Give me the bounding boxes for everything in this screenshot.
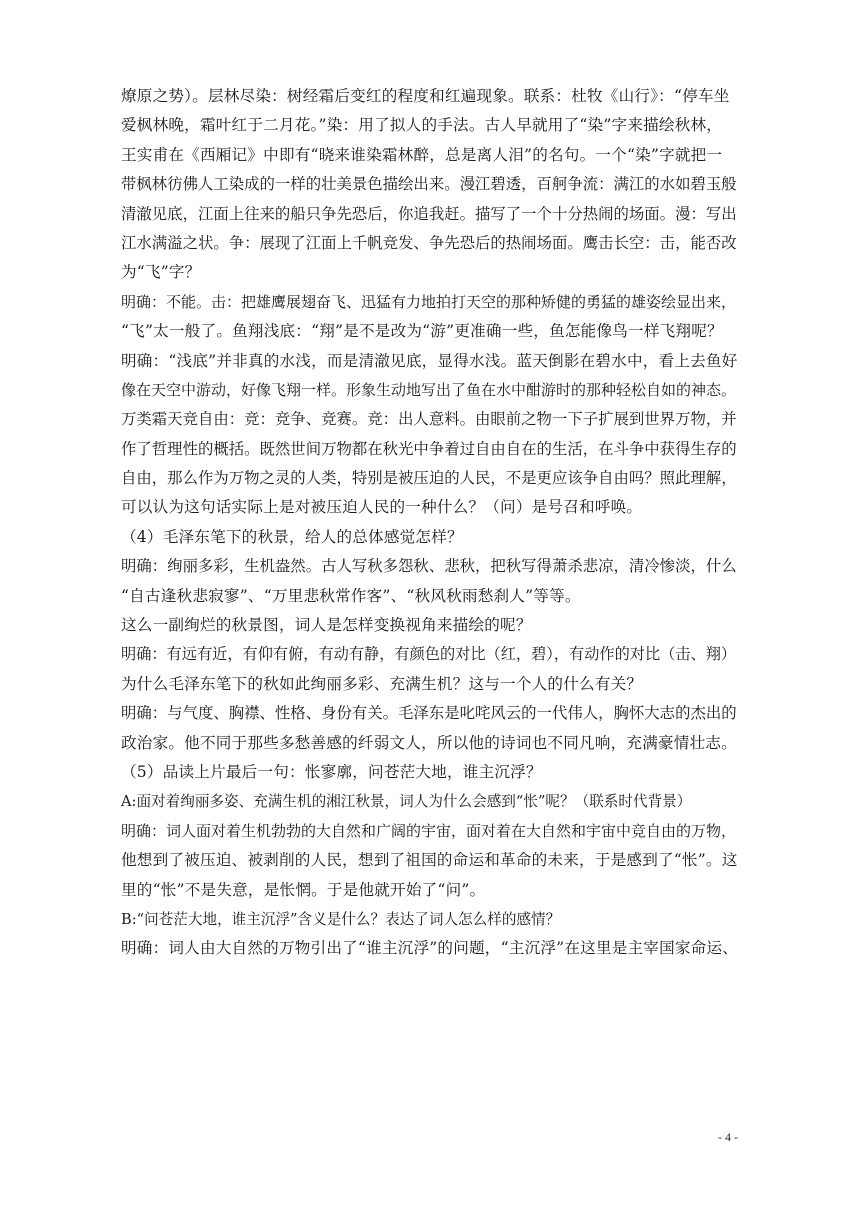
text-line: 江水满溢之状。争：展现了江面上千帆竞发、争先恐后的热闹场面。鹰击长空：击，能否改 — [121, 233, 737, 252]
text-line: 为“飞”字？ — [121, 263, 201, 282]
text-line: 明确：词人由大自然的万物引出了“谁主沉浮”的问题，“主沉浮”在这里是主宰国家命运、 — [121, 939, 739, 958]
page-number: - 4 - — [718, 1130, 738, 1144]
text-line: 明确：不能。击：把雄鹰展翅奋飞、迅猛有力地拍打天空的那种矫健的勇猛的雄姿绘显出来， — [121, 292, 737, 311]
text-line: 像在天空中游动，好像飞翔一样。形象生动地写出了鱼在水中酣游时的那种轻松自如的神态。 — [121, 380, 737, 399]
text-line: 里的“怅”不是失意，是怅惘。于是他就开始了“问”。 — [121, 880, 486, 899]
section-heading: （4）毛泽东笔下的秋景，给人的总体感觉怎样？ — [121, 527, 463, 546]
text-line: A:面对着绚丽多姿、充满生机的湘江秋景，词人为什么会感到“怅”呢？（联系时代背景） — [121, 793, 692, 811]
text-line: 明确：与气度、胸襟、性格、身份有关。毛泽东是叱咤风云的一代伟人，胸怀大志的杰出的 — [121, 704, 737, 723]
text-line: 政治家。他不同于那些多愁善感的纤弱文人，所以他的诗词也不同凡响，充满豪情壮志。 — [121, 733, 737, 752]
text-line: 可以认为这句话实际上是对被压迫人民的一种什么？（问）是号召和呼唤。 — [121, 498, 643, 517]
text-line: “自古逢秋悲寂寥”、“万里悲秋常作客”、“秋风秋雨愁刹人”等等。 — [121, 586, 581, 605]
text-line: 他想到了被压迫、被剥削的人民，想到了祖国的命运和革命的未来，于是感到了“怅”。这 — [121, 851, 738, 870]
text-line: 万类霜天竞自由：竞：竞争、竞赛。竞：出人意料。由眼前之物一下子扩展到世界万物，并 — [121, 410, 737, 429]
text-line: 带枫林彷佛人工染成的一样的壮美景色描绘出来。漫江碧透，百舸争流：满江的水如碧玉般 — [121, 175, 737, 194]
text-line: 作了哲理性的概括。既然世间万物都在秋光中争着过自由自在的生活，在斗争中获得生存的 — [121, 439, 737, 458]
text-line: 清澈见底，江面上往来的船只争先恐后，你追我赶。描写了一个十分热闹的场面。漫：写出 — [121, 204, 737, 223]
text-line: 自由，那么作为万物之灵的人类，特别是被压迫的人民，不是更应该争自由吗？照此理解， — [121, 469, 737, 488]
section-heading: （5）品读上片最后一句：怅寥廓，问苍茫大地，谁主沉浮？ — [121, 762, 542, 781]
document-body — [121, 82, 741, 964]
text-line: “飞”太一般了。鱼翔浅底：“翔”是不是改为“游”更准确一些，鱼怎能像鸟一样飞翔呢？ — [121, 322, 723, 341]
text-line: 明确：“浅底”并非真的水浅，而是清澈见底，显得水浅。蓝天倒影在碧水中，看上去鱼好 — [121, 351, 738, 370]
text-line: 燎原之势）。层林尽染：树经霜后变红的程度和红遍现象。联系：杜牧《山行》：“停车坐 — [121, 87, 730, 105]
text-line: 王实甫在《西厢记》中即有“晓来谁染霜林醉，总是离人泪”的名句。一个“染”字就把一 — [121, 145, 723, 164]
text-line: B:“问苍茫大地，谁主沉浮”含义是什么？表达了词人怎么样的感情？ — [121, 910, 561, 928]
text-line: 明确：词人面对着生机勃勃的大自然和广阔的宇宙，面对着在大自然和宇宙中竞自由的万物， — [121, 821, 737, 840]
text-line: 明确：有远有近，有仰有俯，有动有静，有颜色的对比（红，碧），有动作的对比（击、翔） — [121, 645, 737, 664]
text-line: 为什么毛泽东笔下的秋如此绚丽多彩、充满生机？这与一个人的什么有关？ — [121, 674, 643, 693]
text-line: 明确：绚丽多彩，生机盎然。古人写秋多怨秋、悲秋，把秋写得萧杀悲凉，清冷惨淡，什么 — [121, 557, 737, 576]
text-line: 爱枫林晚，霜叶红于二月花。”染：用了拟人的手法。古人早就用了“染”字来描绘秋林， — [121, 116, 723, 135]
text-line: 这么一副绚烂的秋景图，词人是怎样变换视角来描绘的呢？ — [121, 616, 532, 635]
